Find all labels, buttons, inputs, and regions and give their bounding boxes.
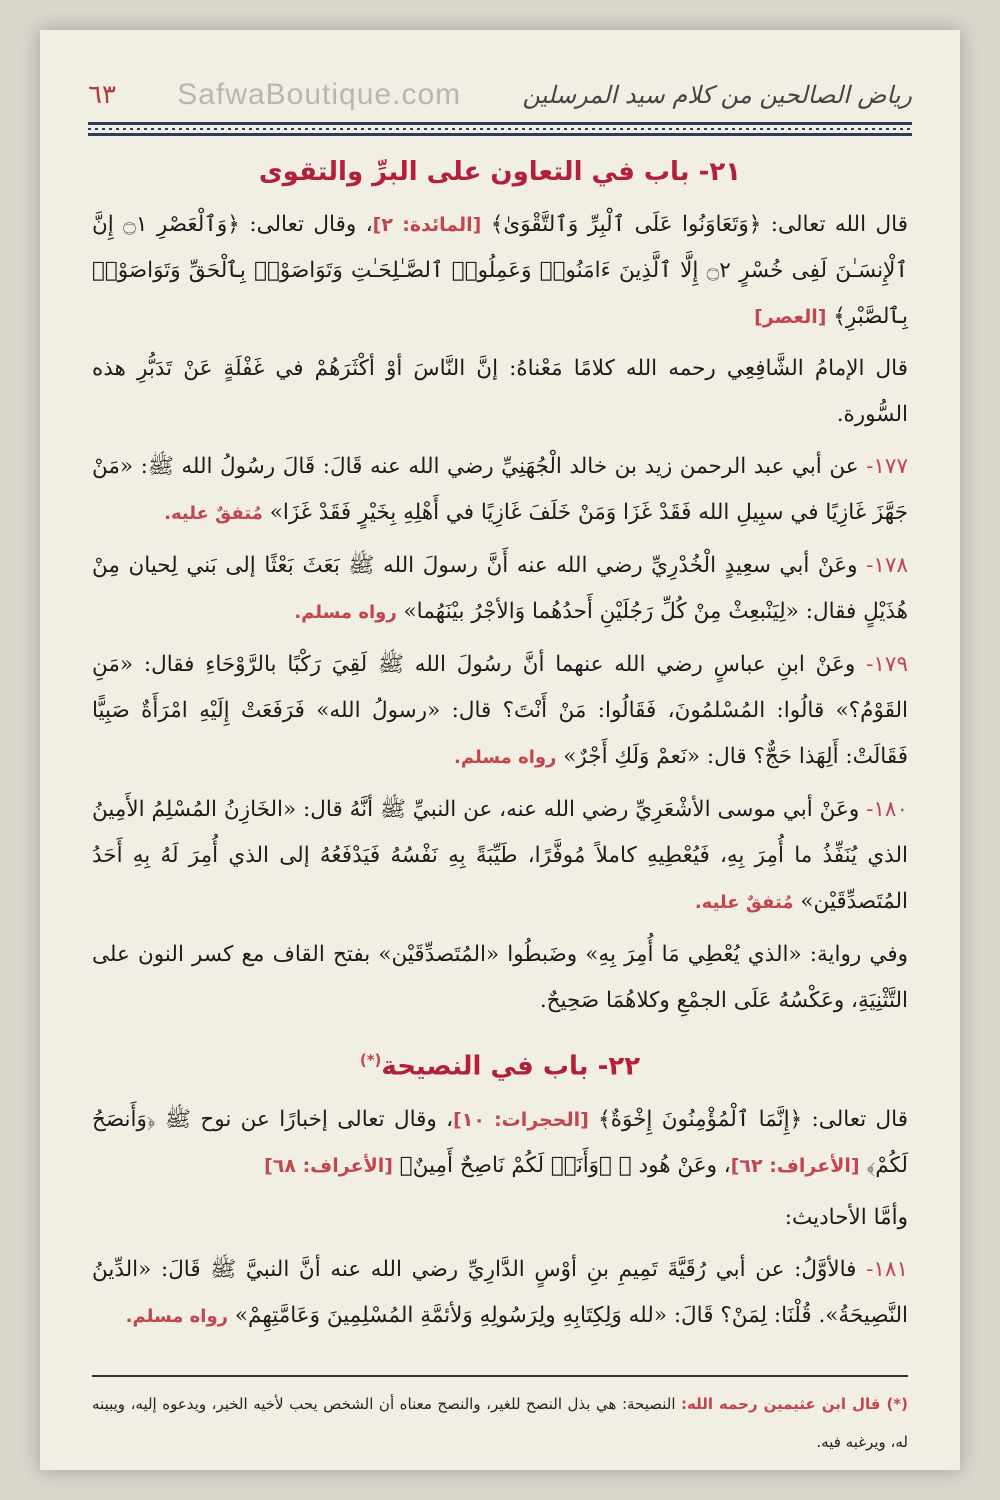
verse-text: ، وقال تعالى إخبارًا عن نوح ﷺ ﴿وَأَنصَحُ لَكُمْ﴾	[92, 1106, 908, 1178]
shafii-quote: قال الإمامُ الشَّافِعِي رحمه الله كلامًا مَعْناهُ: إنَّ النَّاسَ أوْ أكْثَرَهُمْ في غَفْلَةٍ عَنْ تَدَبُّرِ هذه السُّورة.	[92, 356, 908, 427]
hadith-source: مُتفقٌ عليه.	[164, 503, 263, 524]
hadith-number: ١٨٠-	[866, 797, 908, 822]
page-body	[92, 142, 908, 1346]
page-number: ٦٣	[88, 80, 116, 110]
hadith-text: فالأوَّلُ: عن أبي رُقَيَّةَ تَمِيمِ بنِ أوْسٍ الدَّارِيِّ رضي الله عنه أنَّ النبيَّ ﷺ قَالَ: «الدِّينُ النَّصِيحَةُ». قُلْنَا: لِمَنْ؟ قَالَ: «لله وَلِكِتَابِهِ ولِرَسُولِهِ وَلأئمَّةِ المُسْلِمِينَ وَعَامَّتِهِمْ»	[92, 1256, 908, 1328]
hadith-178	[92, 543, 908, 636]
hadith-181	[92, 1247, 908, 1340]
hadith-number: ١٧٨-	[866, 553, 908, 578]
verse-reference: [الحجرات: ١٠]	[453, 1108, 589, 1131]
footnote-marker: (*)	[359, 1051, 382, 1069]
hadith-text: وعَنْ أبي موسى الأشْعَرِيِّ رضي الله عنه، عن النبيِّ ﷺ أنَّهُ قال: «الخَازِنُ المُسْلِمُ الأَمِينُ الذي يُنَفِّذُ ما أُمِرَ بِهِ، فَيُعْطِيهِ كاملاً مُوفَّرًا، طَيِّبَةً بِهِ نَفْسُهُ فَيَدْفَعُهُ إلى الذي أُمِرَ لَهُ بِهِ أَحَدُ المُتَصدِّقَيْن»	[92, 797, 908, 914]
verse-reference: [المائدة: ٢]	[372, 214, 482, 236]
verse-text: ، وقال تعالى: ﴿وَٱلْعَصْرِ ۝١ إِنَّ ٱلْإِنسَـٰنَ لَفِى خُسْرٍ ۝٢ إِلَّا ٱلَّذِينَ ءَامَنُوا۟ وَعَمِلُوا۟ ٱلصَّـٰلِحَـٰتِ وَتَوَاصَوْا۟ بِٱلْحَقِّ وَتَوَاصَوْا۟ بِٱلصَّبْرِ﴾	[92, 212, 908, 329]
verse-text: قال تعالى: ﴿إِنَّمَا ٱلْمُؤْمِنُونَ إِخْوَةٌ﴾	[588, 1106, 908, 1132]
chapter-22-title	[92, 1030, 908, 1097]
hadith-text: وعَنْ ابنِ عباسٍ رضي الله عنهما أنَّ رسُولَ الله ﷺ لَقِيَ رَكْبًا بالرَّوْحَاءِ فقال: «مَنِ القَوْمُ؟» قالُوا: المُسْلمُونَ، فَقَالُوا: مَنْ أَنْتَ؟ قال: «رسولُ الله» فَرَفَعَتْ إِلَيْهِ امْرَأَةٌ صَبِيًّا فَقَالَتْ: أَلِهَذا حَجٌّ؟ قال: «نَعمْ وَلَكِ أَجْرٌ»	[92, 652, 908, 769]
page-header	[88, 70, 912, 120]
hadith-text: وعَنْ أبي سعِيدٍ الْخُدْرِيِّ رضي الله عنه أَنَّ رسولَ الله ﷺ بَعَثَ بَعْثًا إلى بَني لِحيان مِنْ هُذَيْلٍ فقال: «لِيَنْبعِثْ مِنْ كُلِّ رَجُلَيْنِ أَحدُهُما وَالأجْرُ بيْنَهُما»	[92, 553, 908, 624]
verse-reference: [الأعراف: ٦٨]	[264, 1154, 393, 1177]
book-title: رياض الصالحين من كلام سيد المرسلين	[522, 81, 912, 109]
footnote-text: النصيحة: هي بذل النصح للغير، والنصح معناه أن الشخص يحب لأخيه الخير، ويدعوه إليه، ويبينه له، ويرغبه فيه.	[92, 1395, 908, 1451]
chapter-21-intro	[92, 202, 908, 340]
hadith-source: مُتفقٌ عليه.	[694, 892, 794, 913]
footnote	[92, 1385, 908, 1461]
hadith-number: ١٨١-	[866, 1256, 908, 1282]
hadith-number: ١٧٧-	[866, 454, 908, 479]
watermark: SafwaBoutique.com	[177, 78, 462, 111]
hadith-text: عن أبي عبد الرحمن زيد بن خالد الْجُهَنِيِّ رضي الله عنه قَالَ: قَالَ رسُولُ الله ﷺ: «مَنْ جَهَّزَ غَازِيًا في سبِيلِ الله فَقَدْ غَزَا وَمَنْ خَلَفَ غَازِيًا في أَهْلِهِ بِخَيْرٍ فَقَدْ غَزَا»	[92, 454, 908, 525]
header-rule	[88, 122, 912, 136]
hadith-number: ١٧٩-	[866, 652, 908, 677]
footnote-divider	[92, 1375, 908, 1377]
footnote-label: (*) قال ابن عثيمين رحمه الله:	[681, 1395, 908, 1413]
riwaya-note: وفي رواية: «الذي يُعْطِي مَا أُمِرَ بِهِ» وضَبطُوا «المُتَصدِّقَيْن» بفتح القاف مع كسر النون على التَّثْنِيَةِ، وعَكْسُهُ عَلَى الجمْعِ وكلاهُمَا صَحِيحٌ.	[92, 942, 908, 1013]
book-page	[40, 30, 960, 1470]
verse-text: قال الله تعالى: ﴿وَتَعَاوَنُوا عَلَى ٱلْبِرِّ وَٱلتَّقْوَىٰ﴾	[481, 212, 908, 237]
verse-text: ، وعَنْ هُود ﷺ ﴿وَأَنَا۠ لَكُمْ نَاصِحٌ أَمِينٌ﴾	[392, 1152, 731, 1178]
ahadith-heading: وأمَّا الأحاديث:	[784, 1204, 908, 1230]
verse-reference: [الأعراف: ٦٢]	[730, 1154, 860, 1177]
chapter-22-intro	[92, 1097, 908, 1189]
hadith-source: رواه مسلم.	[294, 602, 397, 623]
chapter-22-title-text: ٢٢- باب في النصيحة	[381, 1051, 641, 1082]
chapter-21-title: ٢١- باب في التعاون على البرِّ والتقوى	[258, 157, 742, 187]
hadith-180	[92, 787, 908, 926]
hadith-179	[92, 642, 908, 781]
hadith-source: رواه مسلم.	[125, 1305, 229, 1327]
verse-reference: [العصر]	[754, 306, 827, 328]
hadith-177	[92, 444, 908, 537]
hadith-source: رواه مسلم.	[454, 747, 557, 768]
